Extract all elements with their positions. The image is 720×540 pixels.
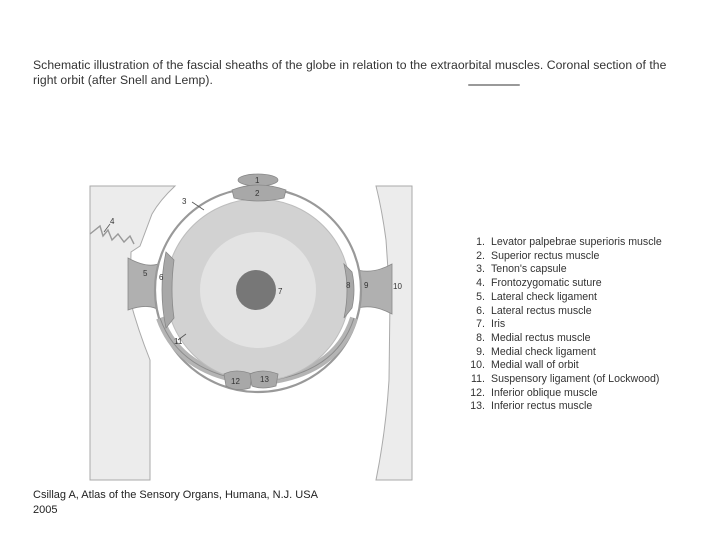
medial-orbit-bone [376,186,412,480]
caption-text: Schematic illustration of the fascial sheaths of the globe in relation to the extraorbital muscles. Coronal section of the right orbit (after Snell and Lemp). [33,58,667,87]
credit-line-1: Csillag A, Atlas of the Sensory Organs, Humana, N.J. USA [33,489,318,501]
legend-item: 11. Suspensory ligament (of Lockwood) [471,373,660,386]
legend-item: 7. Iris [476,318,506,331]
label-1: 1 [255,176,260,185]
label-6: 6 [159,273,164,282]
legend-item: 6. Lateral rectus muscle [476,304,592,317]
label-7: 7 [278,287,283,296]
iris [236,270,276,310]
legend-item: 3. Tenon's capsule [476,263,567,276]
label-10: 10 [393,282,402,291]
label-4: 4 [110,217,115,226]
legend-item: 4. Frontozygomatic suture [476,277,602,290]
label-13: 13 [260,375,269,384]
label-3: 3 [182,197,187,206]
label-5: 5 [143,269,148,278]
legend-item: 13. Inferior rectus muscle [470,400,593,413]
credit-line-2: 2005 [33,504,58,516]
label-12: 12 [231,377,240,386]
legend-item: 8. Medial rectus muscle [476,331,591,344]
label-8: 8 [346,281,351,290]
lateral-rectus-muscle [162,252,174,328]
label-2: 2 [255,189,260,198]
source-credit [33,488,318,518]
legend-item: 2. Superior rectus muscle [476,249,600,262]
legend-item: 10. Medial wall of orbit [470,359,579,372]
label-11: 11 [174,337,183,346]
legend-item: 5. Lateral check ligament [476,290,597,303]
legend-item: 9. Medial check ligament [476,345,596,358]
label-9: 9 [364,281,369,290]
legend-item: 1. Levator palpebrae superioris muscle [476,236,662,248]
legend-item: 12. Inferior oblique muscle [470,386,598,399]
legend-list [463,236,662,414]
